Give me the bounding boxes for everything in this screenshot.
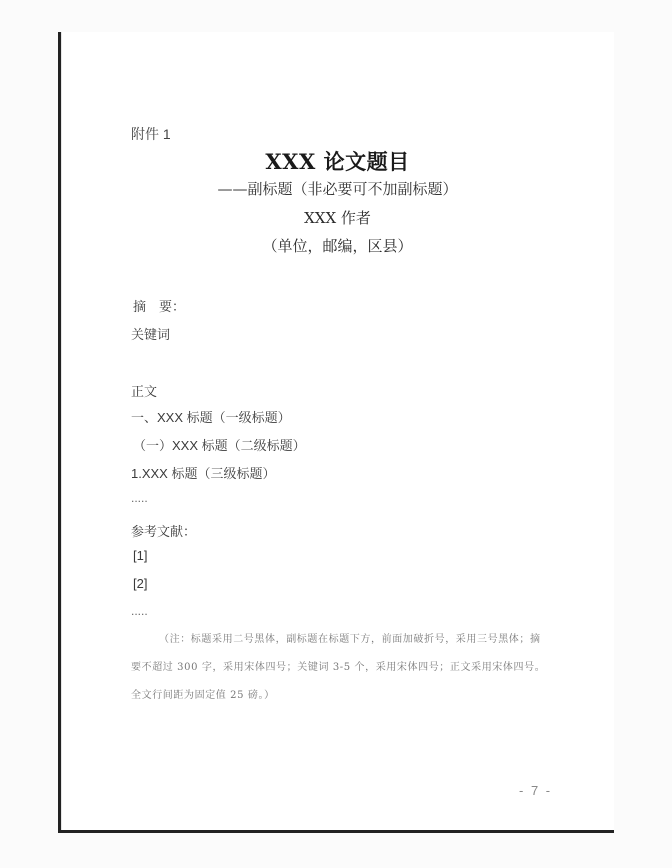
formatting-note-line-1: （注：标题采用二号黑体，副标题在标题下方，前面加破折号，采用三号黑体；摘 [159,634,541,645]
abstract-label: 摘 要： [133,299,186,314]
paper-subtitle: ——副标题（非必要可不加副标题） [217,180,458,198]
keywords-label: 关键词 [131,327,171,342]
paper-affiliation: （单位，邮编，区县） [262,237,413,255]
formatting-note-line-3: 全文行间距为固定值 25 磅。） [131,690,275,701]
ellipsis-after-headings: ..... [131,491,148,505]
main-text-label: 正文 [131,384,158,399]
heading-level-3: 1.XXX 标题（三级标题） [131,466,276,481]
attachment-label: 附件 1 [131,126,171,142]
paper-author: XXX 作者 [304,209,371,227]
page-number: - 7 - [519,783,553,798]
document-sheet [58,32,614,833]
references-label: 参考文献： [131,524,197,539]
formatting-note-line-2: 要不超过 300 字，采用宋体四号；关键词 3-5 个，采用宋体四号；正文采用宋体四号。 [131,662,546,673]
reference-item-2: [2] [133,576,148,591]
ellipsis-after-references: ..... [131,604,148,618]
heading-level-2: （一）XXX 标题（二级标题） [133,438,306,453]
reference-item-1: [1] [133,548,148,563]
heading-level-1: 一、XXX 标题（一级标题） [131,410,291,425]
paper-title: XXX 论文题目 [265,149,410,174]
